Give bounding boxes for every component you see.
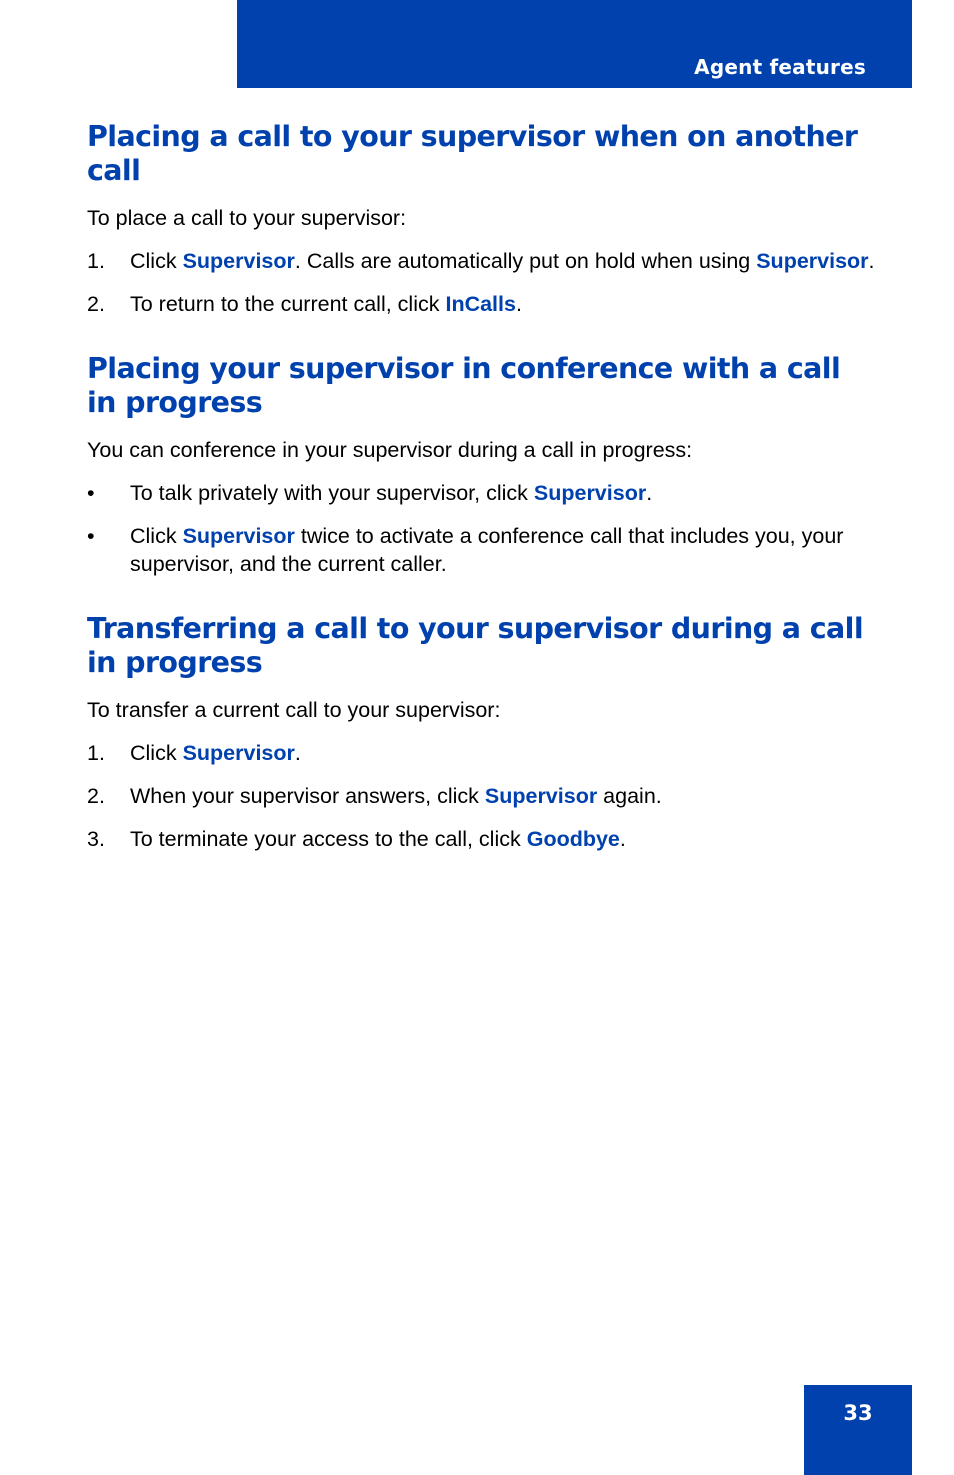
- list-marker: 2.: [87, 292, 105, 316]
- section-intro: You can conference in your supervisor during a call in progress:: [87, 438, 693, 462]
- item-text: .: [619, 827, 626, 851]
- list-item: [87, 479, 877, 507]
- item-text: To talk privately with your supervisor, click: [130, 481, 534, 505]
- item-text: Click: [130, 524, 183, 548]
- supervisor-key-label: Supervisor: [182, 524, 295, 548]
- item-text: twice to activate a conference call that includes you, your supervisor, and the current caller.: [130, 524, 844, 576]
- list-item: [87, 825, 877, 853]
- list-marker: 2.: [87, 784, 105, 808]
- item-text: When your supervisor answers, click: [130, 784, 485, 808]
- item-text: .: [515, 292, 522, 316]
- header-title: Agent features: [694, 55, 866, 79]
- bullet-marker: •: [87, 481, 95, 505]
- item-text: . Calls are automatically put on hold when using: [294, 249, 757, 273]
- supervisor-key-label: Supervisor: [756, 249, 869, 273]
- bullet-marker: •: [87, 524, 95, 548]
- item-text: .: [646, 481, 653, 505]
- section-intro: To place a call to your supervisor:: [87, 206, 407, 230]
- item-text: To return to the current call, click: [130, 292, 446, 316]
- page-number: 33: [843, 1401, 873, 1425]
- page-content: [87, 120, 877, 853]
- list-item: [87, 247, 877, 275]
- section-title: Transferring a call to your supervisor during a call in progress: [87, 612, 864, 679]
- list-item: [87, 522, 877, 578]
- supervisor-key-label: Supervisor: [182, 249, 295, 273]
- header-bar: [237, 0, 912, 88]
- section-intro: To transfer a current call to your supervisor:: [87, 698, 501, 722]
- supervisor-key-label: Supervisor: [533, 481, 647, 505]
- list-item: [87, 782, 877, 810]
- section-title: Placing your supervisor in conference with a call in progress: [87, 352, 841, 419]
- section-transfer-supervisor: [87, 612, 877, 853]
- item-text: Click: [130, 741, 183, 765]
- list-marker: 1.: [87, 741, 105, 765]
- section-call-supervisor: [87, 120, 877, 318]
- supervisor-key-label: Supervisor: [484, 784, 598, 808]
- item-text: Click: [130, 249, 183, 273]
- item-text: .: [294, 741, 301, 765]
- section-conference-supervisor: [87, 352, 877, 578]
- list-item: [87, 290, 877, 318]
- list-marker: 3.: [87, 827, 105, 851]
- list-item: [87, 739, 877, 767]
- item-text: .: [868, 249, 875, 273]
- item-text: To terminate your access to the call, click: [130, 827, 527, 851]
- section-title: Placing a call to your supervisor when on another call: [87, 120, 858, 187]
- incalls-key-label: InCalls: [445, 292, 516, 316]
- supervisor-key-label: Supervisor: [182, 741, 295, 765]
- item-text: again.: [597, 784, 662, 808]
- goodbye-key-label: Goodbye: [526, 827, 620, 851]
- list-marker: 1.: [87, 249, 105, 273]
- page-number-box: [804, 1385, 912, 1475]
